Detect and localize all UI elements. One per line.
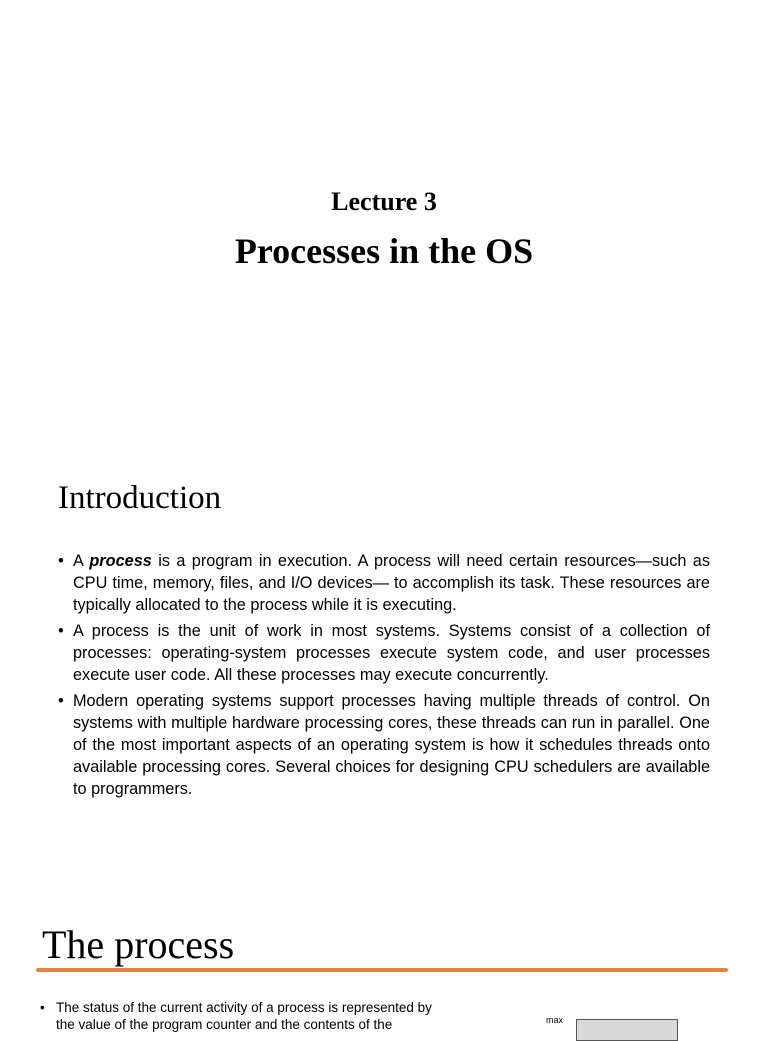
bullet-marker: •	[40, 1000, 45, 1015]
the-process-heading: The process	[42, 922, 235, 967]
process-emphasis: process	[89, 552, 152, 570]
bullet-marker: •	[58, 552, 64, 570]
memory-layout-box	[576, 1019, 678, 1041]
memory-max-label: max	[546, 1015, 564, 1025]
bullet-text: Modern operating systems support processes having multiple threads of control. On systems with multiple hardware processing cores, these threads can run in parallel. One of the most important aspects of an operating system is how it schedules threads onto available processing cores. Several choices for designing CPU schedulers are available to programmers.	[73, 692, 710, 798]
introduction-heading: Introduction	[58, 480, 222, 516]
bullet-marker: •	[58, 692, 64, 710]
bullet-item	[58, 550, 710, 616]
lecture-title: Processes in the OS	[234, 231, 534, 271]
heading-underline	[36, 968, 728, 972]
bullet-item	[58, 690, 710, 800]
process-bullet-item	[40, 999, 450, 1033]
bullet-text-rest: is a program in execution. A process will need certain resources—such as CPU time, memory, files, and I/O devices— to accomplish its task. These resources are typically allocated to the process while it is executing.	[73, 552, 710, 614]
bullet-marker: •	[58, 622, 64, 640]
introduction-bullet-list	[58, 550, 710, 804]
bullet-text-start: A	[73, 552, 90, 570]
bullet-item	[58, 620, 710, 686]
lecture-number: Lecture 3	[331, 187, 437, 216]
process-bullet-text: The status of the current activity of a process is represented by the value of the program counter and the contents of the	[56, 1000, 432, 1032]
bullet-text: A process is the unit of work in most systems. Systems consist of a collection of processes: operating-system processes execute system code, and user processes execute user code. All these processes may execute concurrently.	[73, 622, 710, 684]
